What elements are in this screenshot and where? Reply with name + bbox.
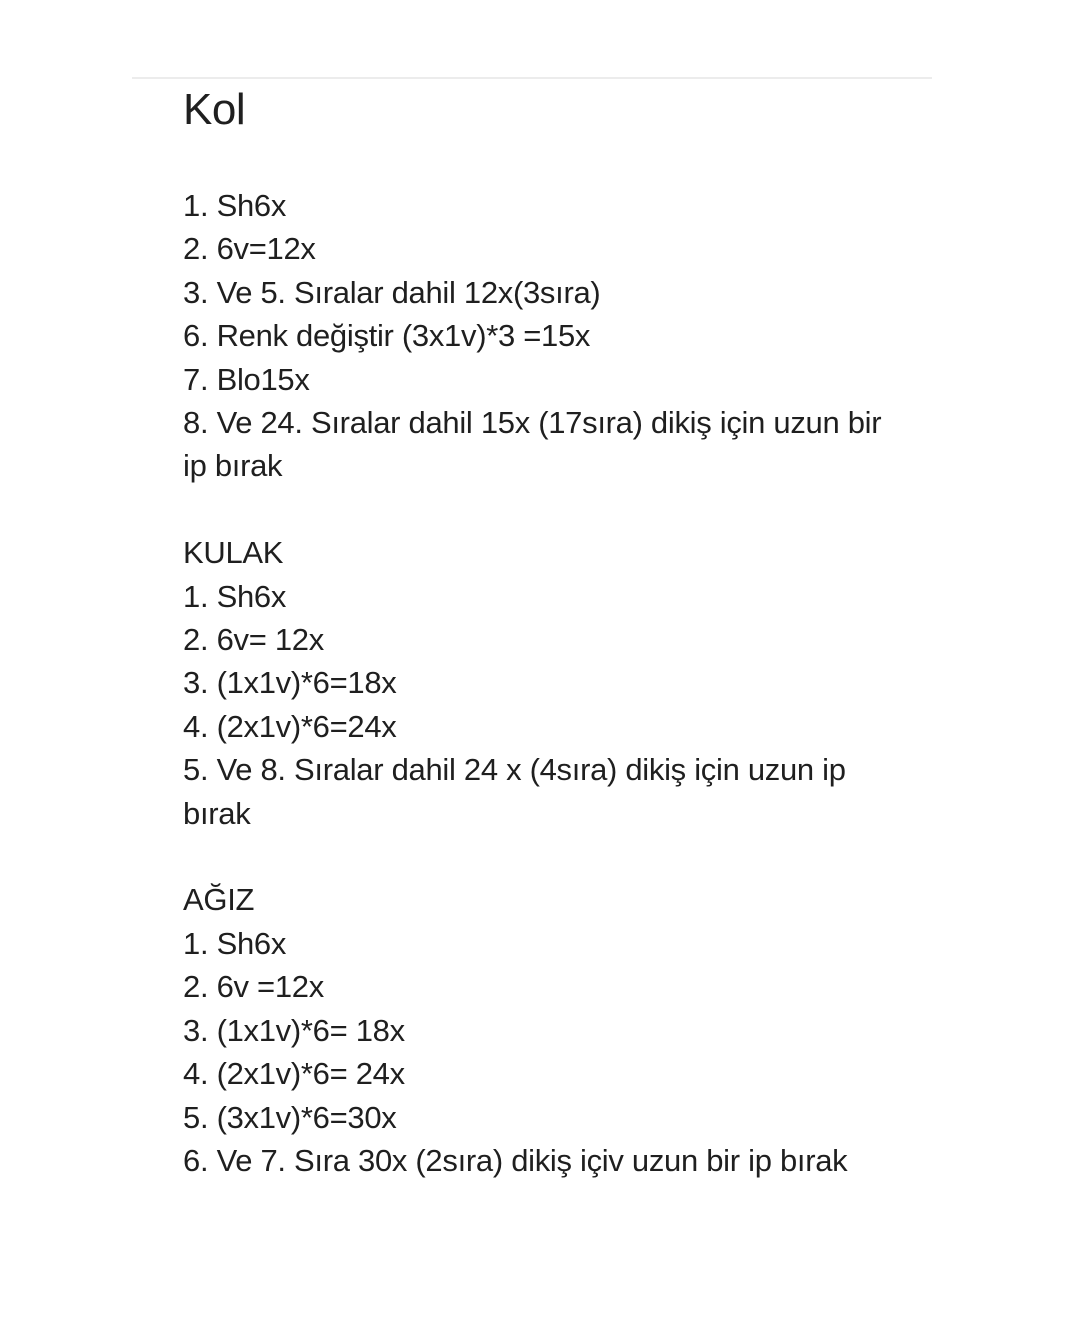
agiz-step: 4. (2x1v)*6= 24x: [183, 1056, 405, 1092]
kulak-step: 3. (1x1v)*6=18x: [183, 665, 397, 701]
document-body: [183, 84, 883, 1226]
kol-section: [183, 184, 883, 488]
top-divider: [132, 77, 932, 79]
kulak-step: 4. (2x1v)*6=24x: [183, 708, 397, 744]
kol-step: 3. Ve 5. Sıralar dahil 12x(3sıra): [183, 274, 601, 310]
kulak-heading: KULAK: [183, 535, 284, 571]
kol-step: 8. Ve 24. Sıralar dahil 15x (17sıra) dikiş için uzun bir ip bırak: [183, 405, 882, 484]
agiz-step: 6. Ve 7. Sıra 30x (2sıra) dikiş içiv uzun bir ip bırak: [183, 1142, 848, 1178]
agiz-step: 3. (1x1v)*6= 18x: [183, 1012, 405, 1048]
kol-steps: [183, 184, 883, 488]
agiz-step: 5. (3x1v)*6=30x: [183, 1099, 397, 1135]
kulak-step: 1. Sh6x: [183, 578, 287, 614]
agiz-steps: [183, 922, 883, 1182]
agiz-section: [183, 878, 883, 1182]
kol-step: 1. Sh6x: [183, 188, 287, 223]
agiz-heading: AĞIZ: [183, 882, 255, 918]
kulak-section: [183, 531, 883, 835]
kol-step: 7. Blo15x: [183, 361, 310, 397]
kulak-step: 2. 6v= 12x: [183, 622, 324, 658]
kol-step: 6. Renk değiştir (3x1v)*3 =15x: [183, 318, 591, 354]
kol-step: 2. 6v=12x: [183, 231, 316, 267]
agiz-step: 2. 6v =12x: [183, 969, 324, 1005]
kulak-step: 5. Ve 8. Sıralar dahil 24 x (4sıra) dikiş için uzun ip bırak: [183, 752, 846, 831]
page-title: Kol: [183, 85, 246, 134]
agiz-step: 1. Sh6x: [183, 925, 287, 961]
kulak-steps: [183, 575, 883, 835]
